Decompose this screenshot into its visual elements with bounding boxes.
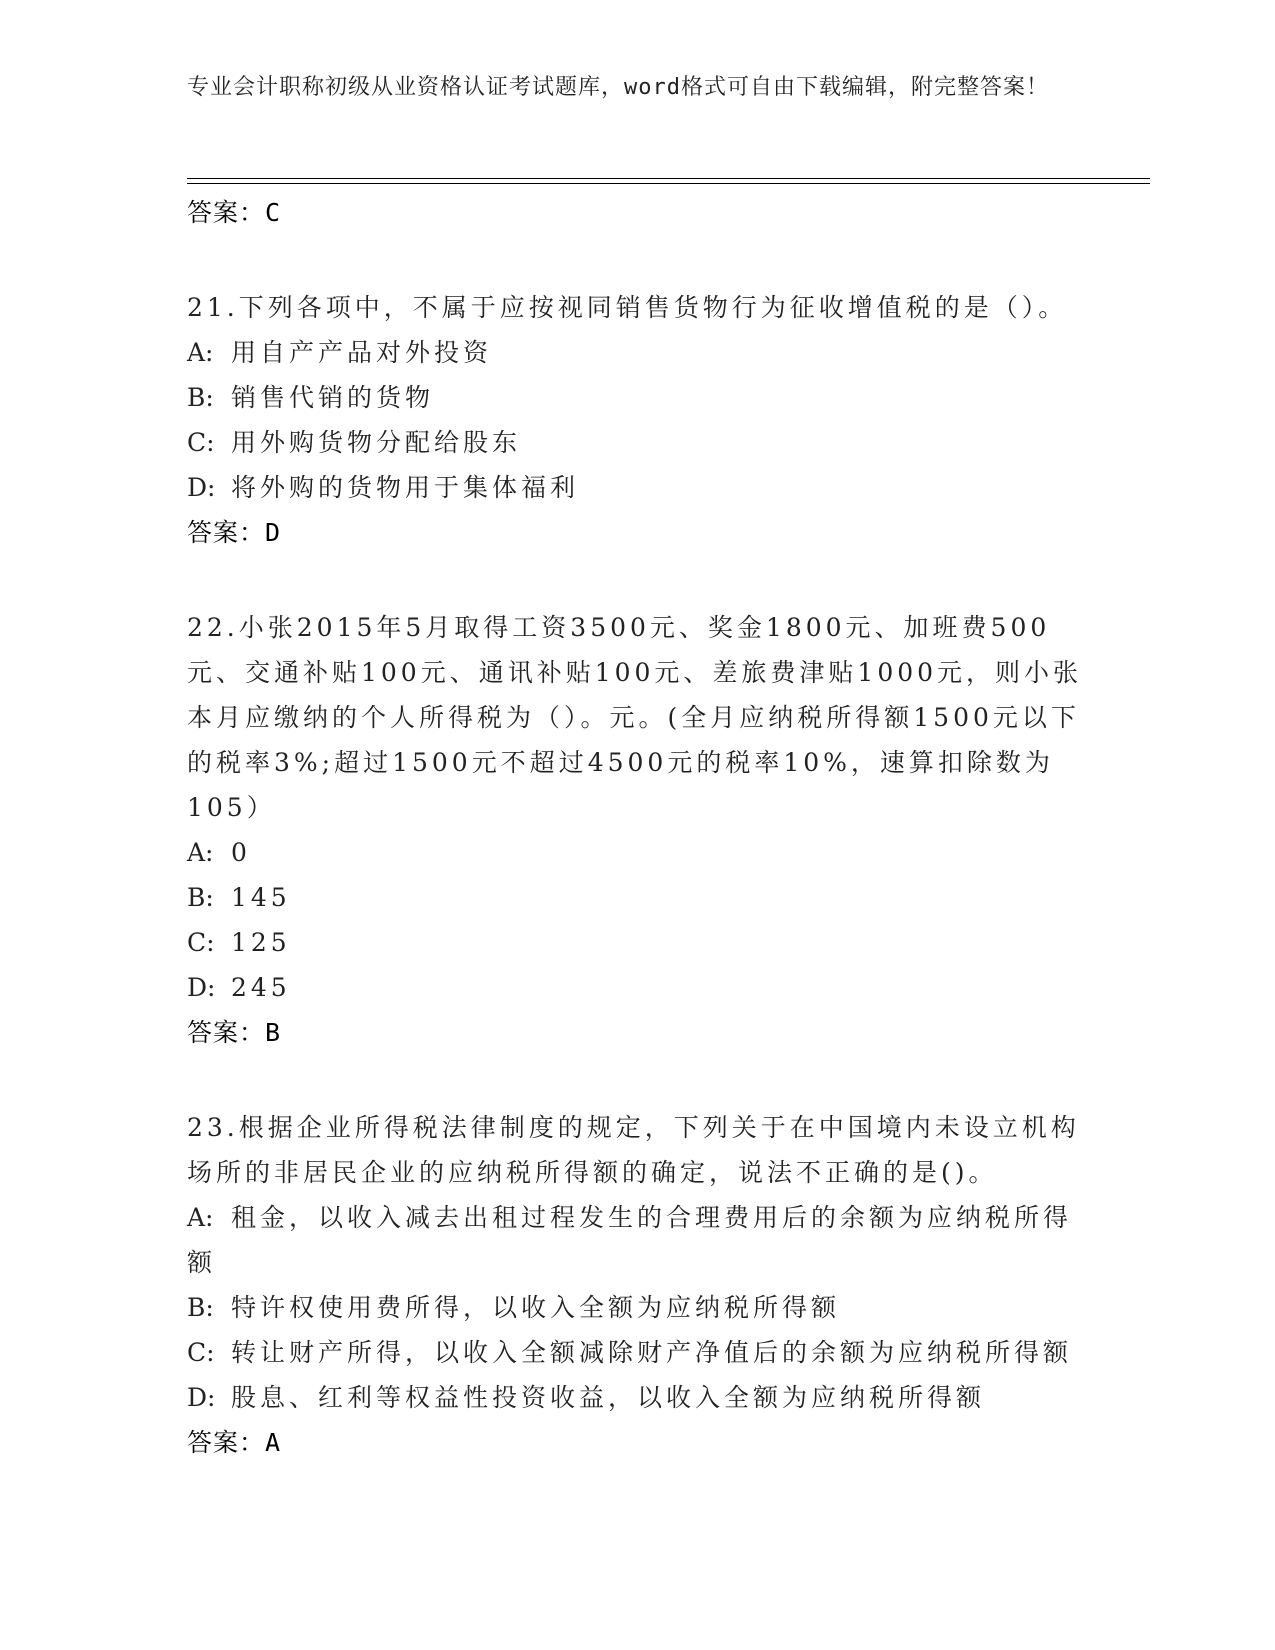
option-c (187, 1330, 1087, 1375)
option-letter: C: (187, 1338, 215, 1367)
option-letter: B: (187, 883, 214, 912)
option-letter: D: (187, 1383, 216, 1412)
option-text: 245 (231, 973, 291, 1002)
option-text: 125 (231, 928, 291, 957)
question-stem: 21.下列各项中，不属于应按视同销售货物行为征收增值税的是（）。 (187, 293, 1068, 322)
option-d (187, 1375, 1087, 1420)
question-stem: 23.根据企业所得税法律制度的规定，下列关于在中国境内未设立机构场所的非居民企业的应纳税所得额的确定，说法不正确的是()。 (187, 1113, 1080, 1187)
option-a (187, 830, 1087, 875)
option-b (187, 375, 1087, 420)
option-c (187, 420, 1087, 465)
document-body (187, 190, 1087, 1465)
option-letter: C: (187, 428, 215, 457)
option-letter: A: (187, 838, 214, 867)
question-23 (187, 1105, 1087, 1465)
option-text: 用自产产品对外投资 (231, 338, 493, 367)
option-text: 租金，以收入减去出租过程发生的合理费用后的余额为应纳税所得额 (187, 1203, 1073, 1277)
option-a (187, 330, 1087, 375)
option-letter: D: (187, 473, 216, 502)
header-rule-top (187, 178, 1150, 179)
question-22 (187, 605, 1087, 1055)
option-d (187, 465, 1087, 510)
option-text: 0 (231, 838, 251, 867)
option-text: 股息、红利等权益性投资收益，以收入全额为应纳税所得额 (231, 1383, 986, 1412)
previous-answer: 答案：C (187, 198, 282, 227)
answer-line: 答案：B (187, 1018, 282, 1047)
option-letter: B: (187, 383, 214, 412)
option-text: 销售代销的货物 (231, 383, 435, 412)
option-d (187, 965, 1087, 1010)
option-b (187, 1285, 1087, 1330)
question-stem: 22.小张2015年5月取得工资3500元、奖金1800元、加班费500元、交通补贴100元、通讯补贴100元、差旅费津贴1000元，则小张本月应缴纳的个人所得税为（）。元。(全月应纳税所得额1500元以下的税率3%;超过1500元不超过4500元的税率10%，速算扣除数为105） (187, 613, 1083, 822)
option-b (187, 875, 1087, 920)
option-letter: D: (187, 973, 216, 1002)
answer-line: 答案：D (187, 518, 282, 547)
option-letter: C: (187, 928, 215, 957)
option-letter: A: (187, 1203, 214, 1232)
answer-line: 答案：A (187, 1428, 282, 1457)
option-text: 转让财产所得，以收入全额减除财产净值后的余额为应纳税所得额 (231, 1338, 1073, 1367)
option-a (187, 1195, 1087, 1285)
option-c (187, 920, 1087, 965)
option-text: 145 (231, 883, 291, 912)
option-letter: B: (187, 1293, 214, 1322)
option-text: 将外购的货物用于集体福利 (231, 473, 580, 502)
question-21 (187, 285, 1087, 555)
option-letter: A: (187, 338, 214, 367)
document-header: 专业会计职称初级从业资格认证考试题库，word格式可自由下载编辑，附完整答案！ (187, 75, 1049, 100)
header-rule-bottom (187, 183, 1150, 184)
option-text: 特许权使用费所得，以收入全额为应纳税所得额 (231, 1293, 841, 1322)
option-text: 用外购货物分配给股东 (231, 428, 522, 457)
